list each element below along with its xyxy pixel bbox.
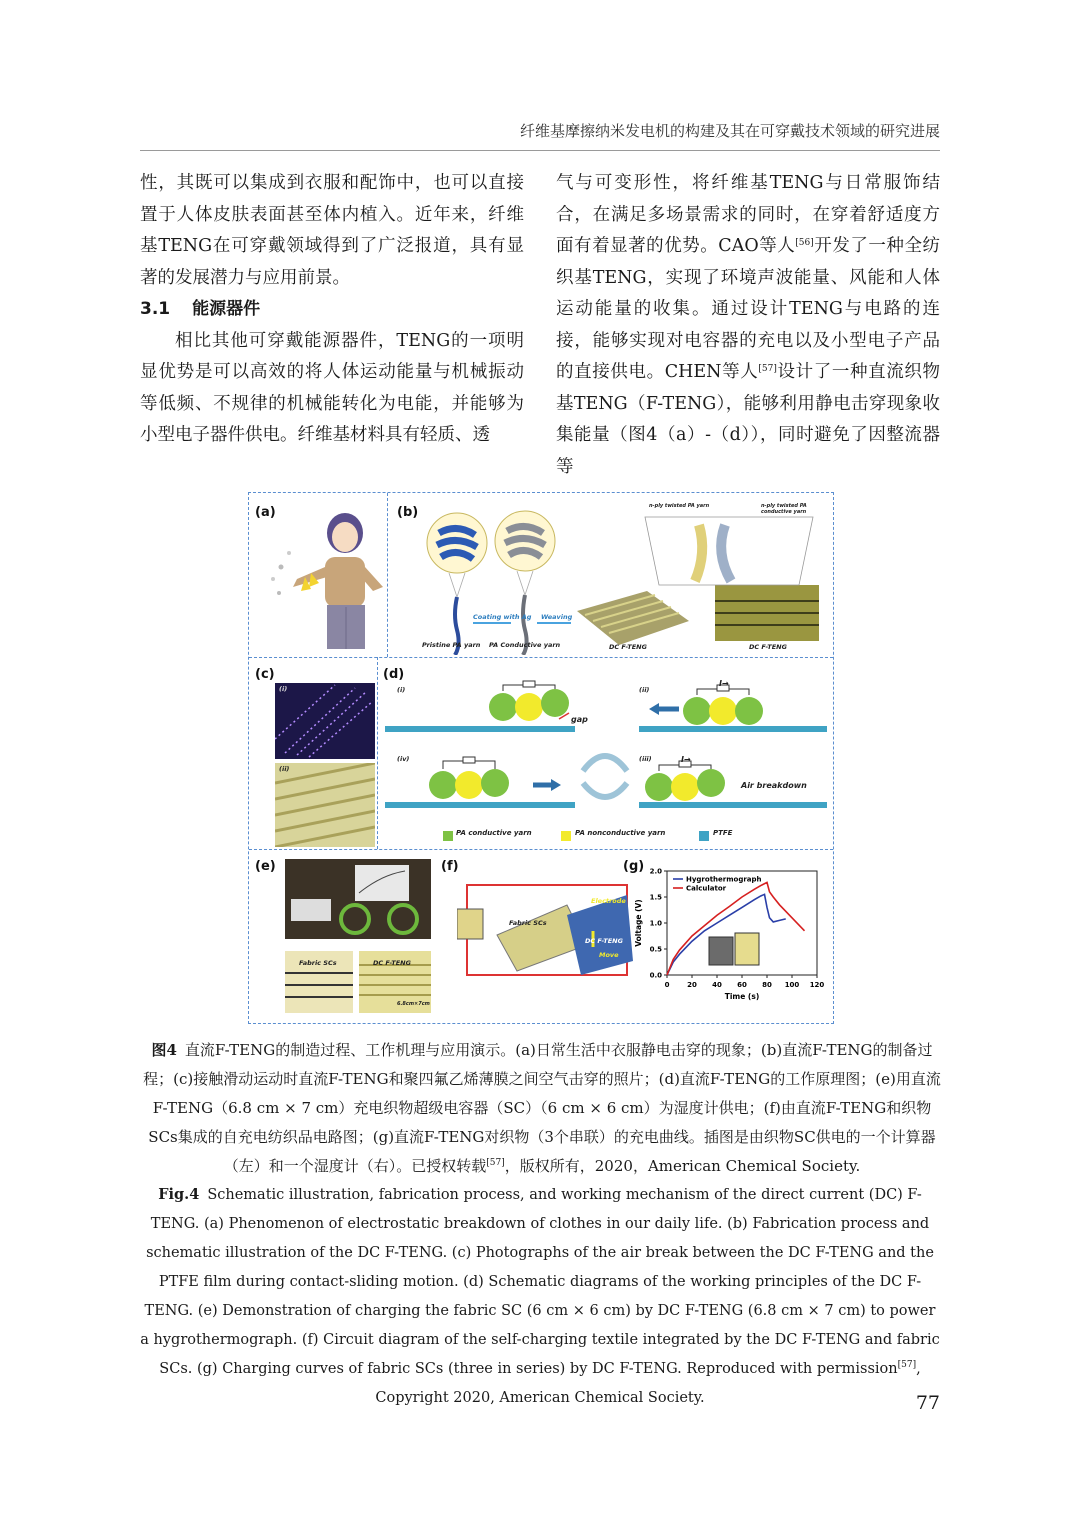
label-dc-fteng: DC F-TENG (373, 959, 411, 967)
legend-ptfe: PTFE (713, 829, 733, 837)
figure-4 (248, 492, 834, 1024)
citation-ref: [57] (758, 364, 777, 374)
body-paragraph: 性，其既可以集成到衣服和配饰中，也可以直接置于人体皮肤表面甚至体内植入。近年来，纤维基TENG在可穿戴领域得到了广泛报道，具有显著的发展潜力与应用前景。 (140, 173, 524, 288)
citation-ref: [56] (795, 238, 814, 248)
label-fabric-sc: Fabric SCs (509, 919, 547, 927)
body-text: 设计了一种直流织物基TENG（F-TENG），能够利用静电击穿现象收集能量（图4（a）-（d）），同时避免了因整流器等 (556, 362, 940, 477)
legend-label: Hygrothermograph (686, 875, 762, 884)
air-breakdown-label: Air breakdown (741, 781, 807, 790)
self-charging-circuit (457, 875, 637, 985)
panel-divider (387, 493, 388, 657)
air-breakdown-photo (275, 683, 375, 759)
label-dc-fteng: DC F-TENG (585, 937, 623, 945)
step-label-iv: (iv) (397, 755, 410, 763)
label-conductive-yarn: PA Conductive yarn (489, 641, 561, 649)
x-tick-label: 0 (664, 981, 670, 989)
panel-label-b: (b) (397, 505, 419, 520)
citation-ref: [57] (486, 1158, 505, 1168)
y-tick-label: 1.5 (649, 893, 662, 902)
fabrication-schematic (419, 505, 829, 655)
y-tick-label: 2.0 (649, 867, 662, 876)
running-header: 纤维基摩擦纳米发电机的构建及其在可穿戴技术领域的研究进展 (519, 122, 940, 140)
step-label-iii: (iii) (639, 755, 652, 763)
hygrometer-inset (735, 933, 759, 965)
working-principle-diagram (383, 671, 829, 851)
y-tick-label: 0.5 (649, 945, 662, 954)
legend-label: Calculator (686, 884, 727, 893)
left-column (140, 168, 524, 452)
header-divider (140, 150, 940, 151)
section-heading (140, 294, 524, 326)
body-paragraph: 相比其他可穿戴能源器件，TENG的一项明显优势是可以高效的将人体运动能量与机械振动等低频、不规律的机械能转化为电能，并能够为小型电子器件供电。纤维基材料具有轻质、透 (140, 330, 524, 445)
body-paragraph (556, 168, 940, 483)
x-tick-label: 40 (712, 981, 722, 989)
label-dc-fteng: DC F-TENG (609, 643, 647, 651)
panel-label-d: (d) (383, 667, 405, 682)
figure-caption-en (140, 1180, 940, 1413)
caption-text: , Copyright 2020, American Chemical Society. (375, 1361, 921, 1406)
photo-label-i: (i) (279, 685, 288, 693)
fabric-photo (275, 763, 375, 847)
right-column (556, 168, 940, 483)
label-electrode: Electrode (591, 897, 626, 905)
x-tick-label: 120 (809, 981, 825, 989)
panel-divider (249, 657, 833, 658)
step-label-ii: (ii) (639, 686, 650, 694)
charging-curve-chart (633, 865, 831, 1021)
section-title: 能源器件 (192, 299, 261, 319)
caption-text: ，版权所有，2020，American Chemical Society. (504, 1157, 861, 1175)
caption-text: Schematic illustration, fabrication process, and working mechanism of the direct current (DC) F-TENG. (a) Phenomenon of electrostatic breakdown of clothes in our daily life. (b) Fabrication process and schematic illustration of the DC F-TENG. (c) Photographs of the air break between the DC F-TENG and the PTFE film during contact-sliding motion. (d) Schematic diagrams of the working principles of the DC F-TENG. (e) Demonstration of charging the fabric SC (6 cm × 6 cm) by DC F-TENG (6.8 cm × 7 cm) to power a hygrothermograph. (f) Circuit diagram of the self-charging textile integrated by the DC F-TENG and fabric SCs. (g) Charging curves of fabric SCs (three in series) by DC F-TENG. Reproduced with permission (140, 1187, 940, 1377)
x-tick-label: 20 (687, 981, 697, 989)
panel-label-a: (a) (255, 505, 276, 520)
page-number: 77 (915, 1392, 940, 1414)
x-tick-label: 100 (784, 981, 800, 989)
photo-label-ii: (ii) (279, 765, 290, 773)
y-axis-label: Voltage (V) (634, 899, 643, 947)
x-tick-label: 60 (737, 981, 747, 989)
gap-label: gap (571, 715, 588, 724)
label-coating: Coating with Ag (473, 613, 532, 621)
label-dimension: 6.8cm×7cm (397, 1001, 430, 1007)
caption-text: 直流F-TENG的制造过程、工作机理与应用演示。(a)日常生活中衣服静电击穿的现象；(b)直流F-TENG的制备过程；(c)接触滑动运动时直流F-TENG和聚四氟乙烯薄膜之间空气击穿的照片；(d)直流F-TENG的工作原理图；(e)用直流F-TENG（6.8 cm × 7 cm）充电织物超级电容器（SC）（6 cm × 6 cm）为湿度计供电；(f)由直流F-TENG和织物SCs集成的自充电纺织品电路图；(g)直流F-TENG对织物（3个串联）的充电曲线。插图是由织物SC供电的一个计算器（左）和一个湿度计（右）。已授权转载 (143, 1041, 941, 1175)
label-dc-fteng: DC F-TENG (749, 643, 787, 651)
section-number: 3.1 (140, 299, 171, 319)
panel-label-f: (f) (441, 859, 459, 874)
panel-label-g: (g) (623, 859, 645, 874)
legend-conductive: PA conductive yarn (456, 829, 532, 837)
y-tick-label: 1.0 (649, 919, 662, 928)
x-axis-label: Time (s) (724, 992, 760, 1001)
step-label-i: (i) (397, 686, 406, 694)
calculator-inset (709, 937, 733, 965)
label-twisted-yarn: n-ply twisted PA yarn (649, 503, 710, 509)
current-label: I→ (719, 679, 729, 688)
panel-divider (377, 657, 378, 849)
figure-caption-cn (142, 1036, 942, 1181)
label-weaving: Weaving (541, 613, 573, 621)
panel-label-e: (e) (255, 859, 276, 874)
citation-ref: [57] (897, 1360, 917, 1370)
panel-label-c: (c) (255, 667, 275, 682)
label-twisted-conductive: n-ply twisted PA conductive yarn (761, 503, 807, 515)
current-label: I→ (681, 755, 691, 764)
demo-photo (285, 859, 431, 939)
body-text: 开发了一种全纺织基TENG，实现了环境声波能量、风能和人体运动能量的收集。通过设计TENG与电路的连接，能够实现对电容器的充电以及小型电子产品的直接供电。CHEN等人 (556, 236, 941, 382)
legend-nonconductive: PA nonconductive yarn (575, 829, 666, 837)
label-fabric-sc: Fabric SCs (299, 959, 337, 967)
x-tick-label: 80 (762, 981, 772, 989)
label-move: Move (599, 951, 619, 959)
body-text: 气与可变形性，将纤维基TENG与日常服饰结合，在满足多场景需求的同时，在穿着舒适度方面有着显著的优势。CAO等人 (556, 173, 940, 256)
person-illustration (265, 507, 385, 657)
y-tick-label: 0.0 (649, 971, 662, 980)
label-pristine-yarn: Pristine PA yarn (422, 641, 481, 649)
caption-label: Fig.4 (158, 1186, 200, 1203)
caption-label: 图4 (151, 1041, 177, 1059)
